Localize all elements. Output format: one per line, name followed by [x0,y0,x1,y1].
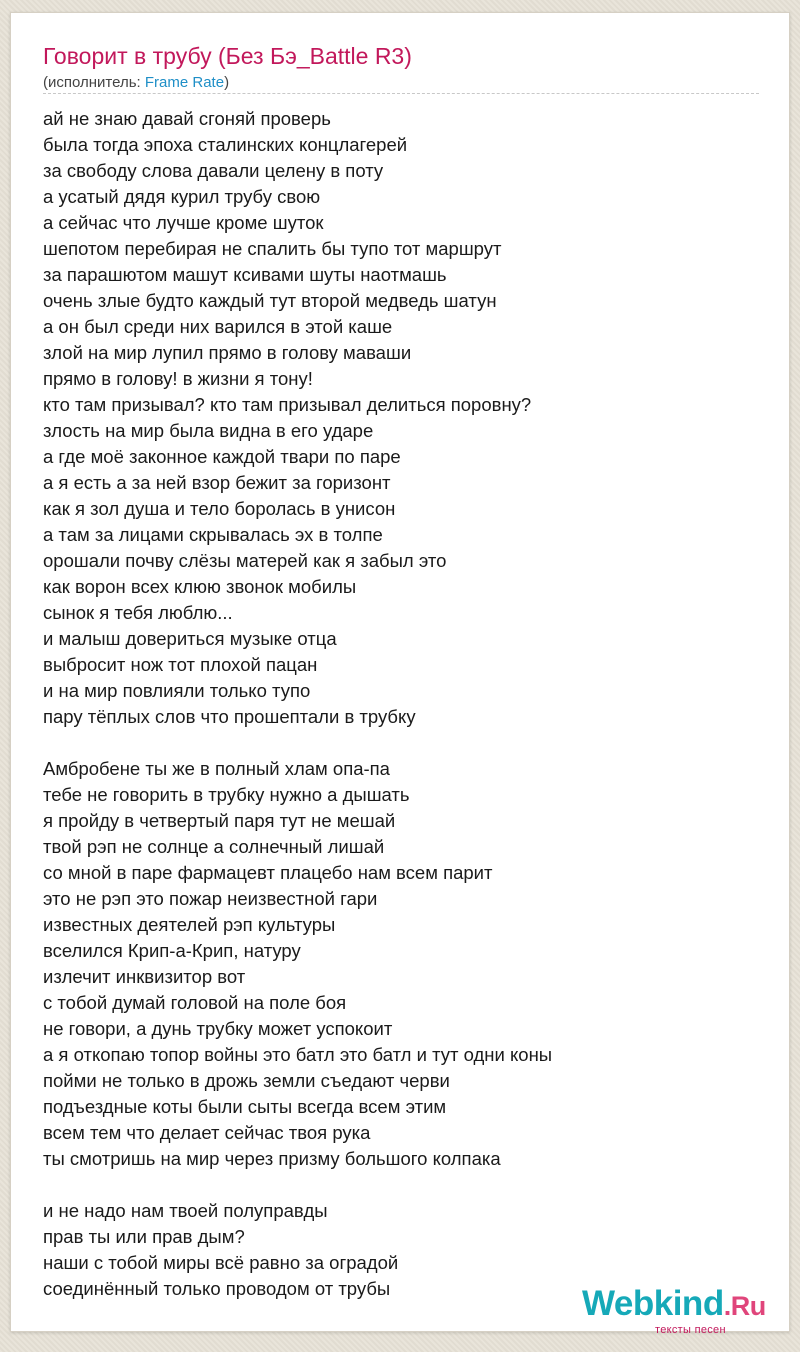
lyric-line: орошали почву слёзы матерей как я забыл это [43,550,447,571]
lyric-line: а я есть а за ней взор бежит за горизонт [43,472,391,493]
lyric-line: ай не знаю давай сгоняй проверь [43,108,331,129]
artist-suffix: ) [224,74,230,91]
lyric-line: сынок я тебя люблю... [43,602,233,623]
lyric-line: вселился Крип-а-Крип, натуру [43,940,301,961]
lyric-line: прямо в голову! в жизни я тону! [43,368,313,389]
lyric-line: и малыш довериться музыке отца [43,628,337,649]
logo-main-text: Webkind [582,1284,724,1323]
lyric-line: выбросит нож тот плохой пацан [43,654,318,675]
lyric-line: не говори, а дунь трубку может успокоит [43,1018,393,1039]
lyric-line: ты смотришь на мир через призму большого колпака [43,1148,501,1169]
lyric-line: это не рэп это пожар неизвестной гари [43,888,378,909]
lyric-line: как ворон всех клюю звонок мобилы [43,576,357,597]
page-title: Говорит в трубу (Без Бэ_Battle R3) [43,43,412,69]
lyric-line: за свободу слова давали целену в поту [43,160,384,181]
lyric-line: злой на мир лупил прямо в голову маваши [43,342,412,363]
lyric-line: я пройду в четвертый паря тут не мешай [43,810,396,831]
lyrics-text [43,106,763,1302]
lyric-line: кто там призывал? кто там призывал делиться поровну? [43,394,532,415]
lyric-line: а он был среди них варился в этой каше [43,316,393,337]
lyric-line: и на мир повлияли только тупо [43,680,311,701]
lyric-line: с тобой думай головой на поле боя [43,992,347,1013]
lyric-line: пойми не только в дрожь земли съедают черви [43,1070,450,1091]
lyric-line: а усатый дядя курил трубу свою [43,186,321,207]
lyric-line: а где моё законное каждой твари по паре [43,446,401,467]
lyric-line: излечит инквизитор вот [43,966,246,987]
title-divider [43,93,759,94]
artist-link[interactable]: Frame Rate [144,74,225,91]
lyric-line: наши с тобой миры всё равно за оградой [43,1252,399,1273]
lyric-line: злость на мир была видна в его ударе [43,420,374,441]
lyrics-card [10,12,790,1336]
lyric-line: прав ты или прав дым? [43,1226,245,1247]
lyric-line: подъездные коты были сыты всегда всем этим [43,1096,447,1117]
artist-prefix: (исполнитель: [43,74,145,91]
lyric-line: известных деятелей рэп культуры [43,914,336,935]
lyric-line: соединённый только проводом от трубы [43,1278,391,1299]
lyric-line: а там за лицами скрывалась эх в толпе [43,524,383,545]
stanza-break [43,1172,763,1198]
lyric-line: шепотом перебирая не спалить бы тупо тот маршрут [43,238,502,259]
lyric-line: как я зол душа и тело боролась в унисон [43,498,396,519]
lyric-line: пару тёплых слов что прошептали в трубку [43,706,416,727]
lyric-line: со мной в паре фармацевт плацебо нам всем парит [43,862,493,883]
lyric-line: всем тем что делает сейчас твоя рука [43,1122,371,1143]
lyric-line: и не надо нам твоей полуправды [43,1200,328,1221]
lyric-line: за парашютом машут ксивами шуты наотмашь [43,264,447,285]
lyric-line: а сейчас что лучше кроме шуток [43,212,324,233]
lyric-line: была тогда эпоха сталинских концлагерей [43,134,408,155]
lyric-line: тебе не говорить в трубку нужно а дышать [43,784,410,805]
webkind-logo[interactable] [582,1284,782,1334]
lyric-line: очень злые будто каждый тут второй медведь шатун [43,290,497,311]
lyric-line: Амбробене ты же в полный хлам опа-па [43,758,390,779]
logo-tld: .Ru [723,1291,766,1321]
logo-wordmark [582,1284,766,1324]
lyric-line: твой рэп не солнце а солнечный лишай [43,836,385,857]
artist-line [43,74,229,91]
lyric-line: а я откопаю топор войны это батл это батл и тут одни коны [43,1044,553,1065]
stanza-break [43,730,763,756]
logo-tagline: тексты песен [655,1324,726,1336]
